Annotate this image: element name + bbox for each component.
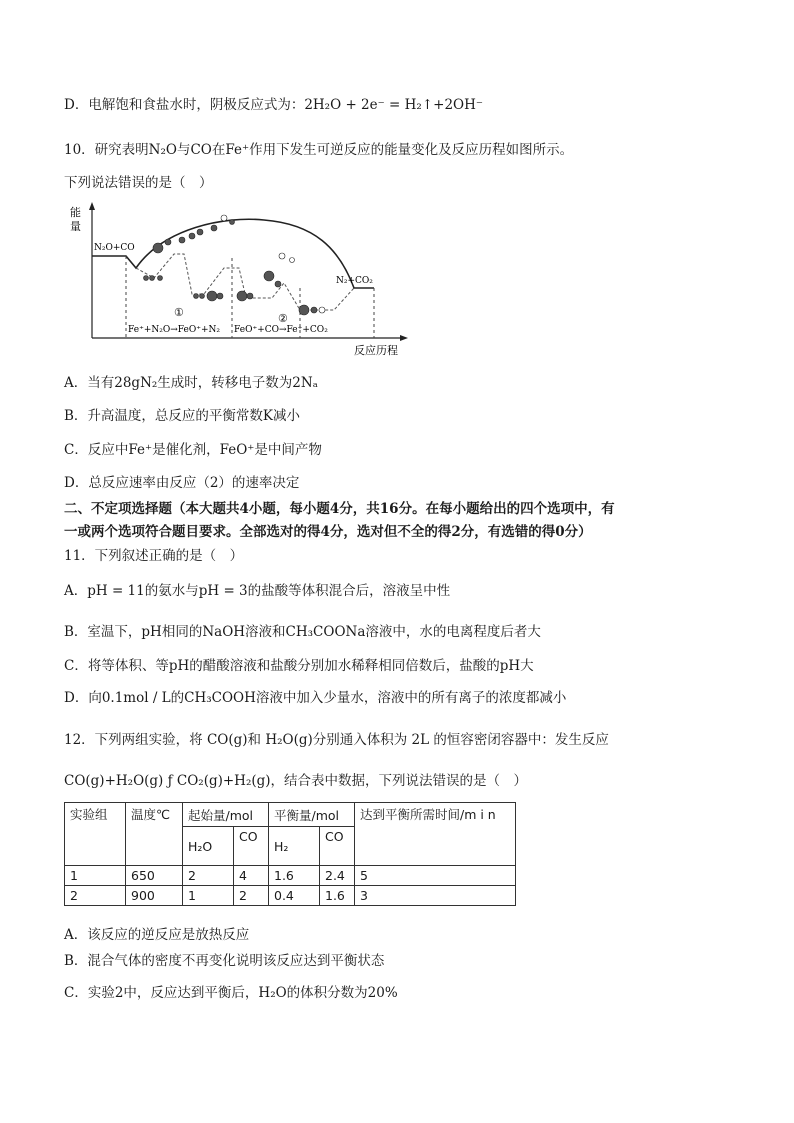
q12-option-c: C．实验2中，反应达到平衡后，H₂O的体积分数为20% xyxy=(64,985,398,1001)
q10-stem: 10．研究表明N₂O与CO在Fe⁺作用下发生可逆反应的能量变化及反应历程如图所示。 xyxy=(64,142,574,158)
cell: 5 xyxy=(355,866,516,886)
experiment-table xyxy=(64,802,516,906)
molecule-icons xyxy=(144,215,326,315)
y-axis-label-1: 能 xyxy=(70,206,81,219)
table-row xyxy=(65,886,516,906)
cell: 1 xyxy=(183,886,234,906)
header-time: 达到平衡所需时间/m i n xyxy=(355,803,516,866)
cell: 900 xyxy=(126,886,183,906)
y-axis-label-2: 量 xyxy=(70,220,81,233)
cell: 3 xyxy=(355,886,516,906)
step1-number: ① xyxy=(174,306,184,319)
start-label: N₂O+CO xyxy=(94,243,135,253)
cell: 650 xyxy=(126,866,183,886)
cell: 0.4 xyxy=(269,886,320,906)
cell: 4 xyxy=(234,866,269,886)
cell: 1.6 xyxy=(320,886,355,906)
q11-option-a: A．pH = 11的氨水与pH = 3的盐酸等体积混合后，溶液呈中性 xyxy=(64,583,451,599)
table-row xyxy=(65,866,516,886)
section2-title-line2: 一或两个选项符合题目要求。全部选对的得4分，选对但不全的得2分，有选错的得0分） xyxy=(64,524,592,540)
q12-option-b: B．混合气体的密度不再变化说明该反应达到平衡状态 xyxy=(64,953,385,969)
q12-stem-line2: CO(g)+H₂O(g) ƒ CO₂(g)+H₂(g)，结合表中数据，下列说法错误的是（ ） xyxy=(64,773,528,789)
q11-option-d: D．向0.1mol / L的CH₃COOH溶液中加入少量水，溶液中的所有离子的浓度都减小 xyxy=(64,690,567,706)
q10-option-b: B．升高温度，总反应的平衡常数K减小 xyxy=(64,408,301,424)
subheader-h2o: H₂O xyxy=(183,827,234,866)
header-temp: 温度℃ xyxy=(126,803,183,866)
energy-diagram xyxy=(64,198,424,358)
q11-option-b: B．室温下，pH相同的NaOH溶液和CH₃COONa溶液中，水的电离程度后者大 xyxy=(64,624,541,640)
q10-option-c: C．反应中Fe⁺是催化剂，FeO⁺是中间产物 xyxy=(64,442,322,458)
table-header-row xyxy=(65,803,516,827)
subheader-co: CO xyxy=(234,827,269,866)
cell: 1.6 xyxy=(269,866,320,886)
q9-option-d: D．电解饱和食盐水时，阴极反应式为：2H₂O + 2e⁻ = H₂↑+2OH⁻ xyxy=(64,97,484,113)
section2-title-line1: 二、不定项选择题（本大题共4小题，每小题4分，共16分。在每小题给出的四个选项中，有 xyxy=(64,501,615,517)
cell: 2 xyxy=(234,886,269,906)
q11-stem: 11．下列叙述正确的是（ ） xyxy=(64,548,244,564)
x-axis-arrow xyxy=(400,335,408,341)
header-group: 实验组 xyxy=(65,803,126,866)
header-initial: 起始量/mol xyxy=(183,803,269,827)
y-axis-arrow xyxy=(89,202,95,210)
q10-option-d: D．总反应速率由反应（2）的速率决定 xyxy=(64,475,300,491)
subheader-h2: H₂ xyxy=(269,827,320,866)
cell: 2.4 xyxy=(320,866,355,886)
q12-stem-line1: 12．下列两组实验，将 CO(g)和 H₂O(g)分别通入体积为 2L 的恒容密闭容器中：发生反应 xyxy=(64,732,609,748)
x-axis-label: 反应历程 xyxy=(354,344,398,357)
end-label: N₂+CO₂ xyxy=(336,276,373,286)
q10-option-a: A．当有28gN₂生成时，转移电子数为2Nₐ xyxy=(64,375,318,391)
q10-ask: 下列说法错误的是（ ） xyxy=(64,175,213,191)
intermediate-path xyxy=(136,254,354,310)
cell: 1 xyxy=(65,866,126,886)
cell: 2 xyxy=(65,886,126,906)
step2-number: ② xyxy=(278,312,288,325)
q11-option-c: C．将等体积、等pH的醋酸溶液和盐酸分别加水稀释相同倍数后，盐酸的pH大 xyxy=(64,658,534,674)
energy-curve xyxy=(92,219,374,288)
subheader-co2: CO xyxy=(320,827,355,866)
header-equil: 平衡量/mol xyxy=(269,803,355,827)
cell: 2 xyxy=(183,866,234,886)
q12-option-a: A．该反应的逆反应是放热反应 xyxy=(64,927,250,943)
step1-label: Fe⁺+N₂O→FeO⁺+N₂ xyxy=(128,325,221,335)
step2-label: FeO⁺+CO→Fe⁺+CO₂ xyxy=(234,325,328,335)
